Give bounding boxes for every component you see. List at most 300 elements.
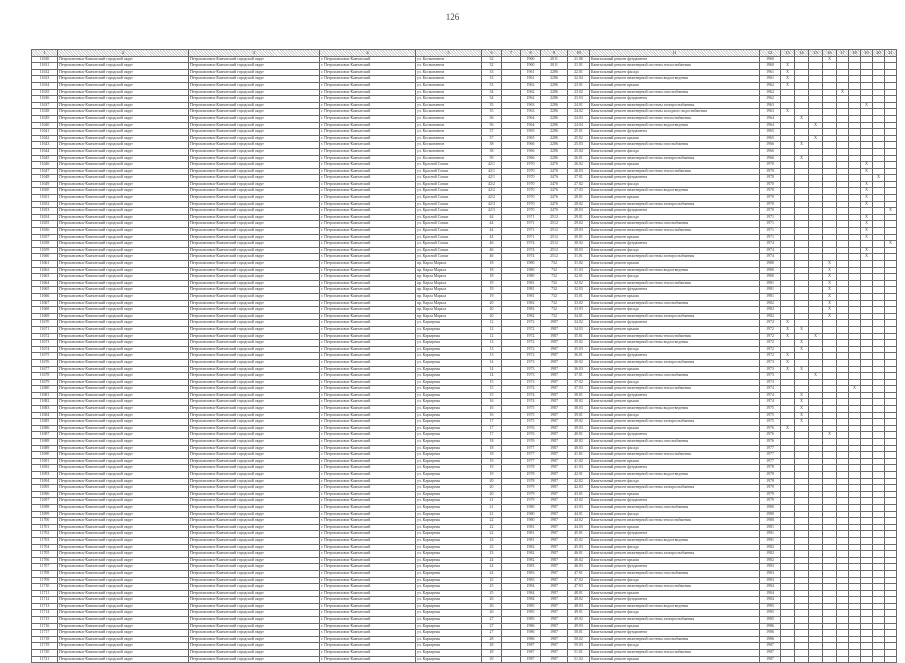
table-cell: 48.02 bbox=[568, 597, 590, 604]
table-cell bbox=[885, 524, 897, 531]
table-cell bbox=[795, 577, 809, 584]
table-cell bbox=[809, 228, 823, 235]
table-cell bbox=[795, 63, 809, 70]
table-cell bbox=[795, 168, 809, 175]
table-cell bbox=[795, 518, 809, 525]
table-cell bbox=[781, 386, 795, 393]
table-row bbox=[32, 353, 897, 360]
table-row bbox=[32, 188, 897, 195]
table-cell: 2286 bbox=[541, 122, 568, 129]
table-cell: 1987 bbox=[541, 511, 568, 518]
table-cell: 20 bbox=[482, 307, 502, 314]
table-cell bbox=[885, 175, 897, 182]
table-row bbox=[32, 630, 897, 637]
table-cell: Петропавловск-Камчатский городской округ bbox=[189, 208, 320, 215]
table-cell bbox=[849, 135, 861, 142]
table-cell: Петропавловск-Камчатский городской округ bbox=[58, 313, 189, 320]
table-cell: пр. Карла Маркса bbox=[416, 300, 482, 307]
table-cell bbox=[795, 109, 809, 116]
table-cell bbox=[823, 228, 837, 235]
table-cell: 34.03 bbox=[568, 326, 590, 333]
table-cell bbox=[837, 617, 849, 624]
table-cell: 23 bbox=[482, 537, 502, 544]
table-cell bbox=[781, 577, 795, 584]
table-cell: Петропавловск-Камчатский городской округ bbox=[189, 56, 320, 63]
table-cell: 11632 bbox=[32, 69, 58, 76]
table-cell: 1970 bbox=[760, 181, 781, 188]
table-cell bbox=[809, 366, 823, 373]
table-cell: 11656 bbox=[32, 228, 58, 235]
table-cell bbox=[861, 452, 873, 459]
table-cell: 22 bbox=[482, 518, 502, 525]
table-cell: 11645 bbox=[32, 155, 58, 162]
table-cell: г. Петропавловск-Камчатский bbox=[320, 247, 416, 254]
table-cell bbox=[502, 465, 521, 472]
table-cell: Петропавловск-Камчатский городской округ bbox=[58, 373, 189, 380]
table-cell bbox=[823, 234, 837, 241]
table-cell: Капитальный ремонт фасада bbox=[590, 544, 760, 551]
table-cell bbox=[823, 326, 837, 333]
table-cell bbox=[809, 412, 823, 419]
table-cell: 1987 bbox=[541, 656, 568, 663]
table-cell bbox=[849, 432, 861, 439]
table-cell: 11650 bbox=[32, 188, 58, 195]
table-cell: X bbox=[823, 307, 837, 314]
table-cell bbox=[823, 537, 837, 544]
table-cell bbox=[873, 280, 885, 287]
table-cell bbox=[781, 129, 795, 136]
table-cell bbox=[885, 597, 897, 604]
table-cell: 2286 bbox=[541, 129, 568, 136]
table-cell: ул. Красной Сопки bbox=[416, 168, 482, 175]
table-row bbox=[32, 564, 897, 571]
table-cell: 1966 bbox=[521, 155, 541, 162]
table-cell bbox=[873, 181, 885, 188]
table-cell: ул. Карьерная bbox=[416, 577, 482, 584]
table-cell: Петропавловск-Камчатский городской округ bbox=[189, 603, 320, 610]
table-cell bbox=[823, 452, 837, 459]
table-cell: ул. Красной Сопки bbox=[416, 188, 482, 195]
table-cell: 1982 bbox=[760, 557, 781, 564]
table-row bbox=[32, 82, 897, 89]
table-cell bbox=[781, 293, 795, 300]
table-row bbox=[32, 531, 897, 538]
table-cell: 1987 bbox=[541, 392, 568, 399]
table-cell bbox=[849, 63, 861, 70]
table-cell bbox=[885, 300, 897, 307]
table-cell: 11694 bbox=[32, 478, 58, 485]
table-cell: Петропавловск-Камчатский городской округ bbox=[189, 445, 320, 452]
table-cell bbox=[861, 175, 873, 182]
table-cell bbox=[837, 267, 849, 274]
column-header: 13 bbox=[781, 50, 795, 57]
table-cell: X bbox=[823, 300, 837, 307]
table-cell bbox=[861, 142, 873, 149]
table-cell bbox=[849, 491, 861, 498]
table-cell bbox=[837, 564, 849, 571]
table-cell bbox=[781, 261, 795, 268]
table-cell bbox=[849, 115, 861, 122]
table-cell bbox=[849, 656, 861, 663]
table-cell: 1972 bbox=[521, 346, 541, 353]
table-cell: Капитальный ремонт фундамента bbox=[590, 287, 760, 294]
table-cell: 1972 bbox=[760, 340, 781, 347]
table-cell bbox=[861, 399, 873, 406]
table-cell bbox=[837, 307, 849, 314]
table-cell: 1985 bbox=[521, 610, 541, 617]
table-cell: X bbox=[861, 234, 873, 241]
table-cell: X bbox=[781, 69, 795, 76]
table-cell: X bbox=[823, 280, 837, 287]
table-cell bbox=[502, 214, 521, 221]
table-cell bbox=[861, 287, 873, 294]
table-cell bbox=[861, 129, 873, 136]
table-cell: 11695 bbox=[32, 485, 58, 492]
table-cell: 24 bbox=[482, 570, 502, 577]
table-cell bbox=[837, 524, 849, 531]
table-cell: 17 bbox=[482, 419, 502, 426]
table-cell: г. Петропавловск-Камчатский bbox=[320, 326, 416, 333]
table-cell bbox=[781, 590, 795, 597]
table-cell: Капитальный ремонт инженерной системы водоотведения bbox=[590, 122, 760, 129]
table-cell: 28 bbox=[482, 643, 502, 650]
table-cell: 1987 bbox=[541, 465, 568, 472]
table-cell: 11636 bbox=[32, 96, 58, 103]
table-cell: Петропавловск-Камчатский городской округ bbox=[189, 511, 320, 518]
table-cell bbox=[861, 155, 873, 162]
table-cell bbox=[823, 425, 837, 432]
table-cell bbox=[809, 293, 823, 300]
table-cell bbox=[809, 544, 823, 551]
table-cell: Капитальный ремонт инженерной системы электроснабжения bbox=[590, 419, 760, 426]
table-cell bbox=[873, 241, 885, 248]
table-cell: Петропавловск-Камчатский городской округ bbox=[58, 610, 189, 617]
table-cell: Капитальный ремонт крыши bbox=[590, 425, 760, 432]
table-row bbox=[32, 373, 897, 380]
table-row bbox=[32, 195, 897, 202]
table-cell: X bbox=[781, 326, 795, 333]
table-cell: 1965 bbox=[760, 135, 781, 142]
table-cell: г. Петропавловск-Камчатский bbox=[320, 96, 416, 103]
table-cell: 32.01 bbox=[568, 274, 590, 281]
table-cell: 11691 bbox=[32, 458, 58, 465]
table-cell: 1970 bbox=[521, 201, 541, 208]
table-cell bbox=[823, 419, 837, 426]
table-cell: 2476 bbox=[541, 181, 568, 188]
table-cell: ул. Красной Сопки bbox=[416, 241, 482, 248]
table-cell bbox=[823, 511, 837, 518]
table-cell bbox=[873, 485, 885, 492]
table-cell bbox=[861, 63, 873, 70]
table-cell bbox=[885, 392, 897, 399]
table-cell: 11699 bbox=[32, 511, 58, 518]
table-cell: 38 bbox=[482, 142, 502, 149]
table-cell: 1975 bbox=[521, 419, 541, 426]
table-cell: Петропавловск-Камчатский городской округ bbox=[58, 425, 189, 432]
table-cell: 30.02 bbox=[568, 241, 590, 248]
table-cell: 2286 bbox=[541, 142, 568, 149]
table-cell bbox=[809, 392, 823, 399]
table-cell bbox=[849, 280, 861, 287]
table-row bbox=[32, 485, 897, 492]
table-row bbox=[32, 524, 897, 531]
table-cell: X bbox=[861, 228, 873, 235]
table-cell bbox=[502, 181, 521, 188]
table-cell bbox=[837, 465, 849, 472]
table-row bbox=[32, 241, 897, 248]
table-cell bbox=[849, 518, 861, 525]
table-cell bbox=[809, 458, 823, 465]
table-cell: Петропавловск-Камчатский городской округ bbox=[189, 102, 320, 109]
table-cell: Петропавловск-Камчатский городской округ bbox=[58, 195, 189, 202]
table-cell: 1974 bbox=[760, 254, 781, 261]
table-row bbox=[32, 63, 897, 70]
table-cell bbox=[837, 221, 849, 228]
table-cell bbox=[795, 557, 809, 564]
table-cell bbox=[873, 452, 885, 459]
table-cell: X bbox=[861, 221, 873, 228]
table-cell: ул. Карьерная bbox=[416, 584, 482, 591]
table-cell: Петропавловск-Камчатский городской округ bbox=[189, 307, 320, 314]
table-cell bbox=[795, 274, 809, 281]
table-cell: Капитальный ремонт фасада bbox=[590, 478, 760, 485]
table-cell bbox=[823, 148, 837, 155]
table-cell: ул. Красной Сопки bbox=[416, 201, 482, 208]
table-cell: ул. Космонавтов bbox=[416, 129, 482, 136]
table-cell: 11667 bbox=[32, 300, 58, 307]
table-cell bbox=[873, 129, 885, 136]
table-cell: 11660 bbox=[32, 254, 58, 261]
table-cell bbox=[849, 551, 861, 558]
table-cell: 11689 bbox=[32, 445, 58, 452]
table-cell bbox=[873, 313, 885, 320]
table-cell: Петропавловск-Камчатский городской округ bbox=[58, 267, 189, 274]
table-cell bbox=[873, 261, 885, 268]
table-cell: 1982 bbox=[521, 557, 541, 564]
table-cell: 24.03 bbox=[568, 115, 590, 122]
table-cell bbox=[885, 511, 897, 518]
table-cell bbox=[849, 333, 861, 340]
table-cell: 11642 bbox=[32, 135, 58, 142]
table-cell: Капитальный ремонт инженерной системы электроснабжения bbox=[590, 359, 760, 366]
table-cell: X bbox=[861, 188, 873, 195]
table-cell bbox=[823, 570, 837, 577]
table-cell bbox=[502, 188, 521, 195]
table-cell: Капитальный ремонт инженерной системы электроснабжения bbox=[590, 313, 760, 320]
table-cell bbox=[809, 109, 823, 116]
table-cell bbox=[795, 386, 809, 393]
table-cell bbox=[781, 247, 795, 254]
table-row bbox=[32, 465, 897, 472]
table-cell bbox=[861, 379, 873, 386]
table-cell: 21 bbox=[482, 498, 502, 505]
table-cell bbox=[837, 373, 849, 380]
table-cell bbox=[823, 406, 837, 413]
table-cell bbox=[502, 293, 521, 300]
table-cell: 40.03 bbox=[568, 445, 590, 452]
table-cell bbox=[795, 504, 809, 511]
table-cell bbox=[837, 168, 849, 175]
table-cell bbox=[885, 115, 897, 122]
table-row bbox=[32, 333, 897, 340]
table-cell: 39 bbox=[482, 155, 502, 162]
table-row bbox=[32, 359, 897, 366]
table-cell bbox=[873, 518, 885, 525]
table-cell: 1987 bbox=[541, 386, 568, 393]
table-cell bbox=[795, 76, 809, 83]
table-cell bbox=[823, 630, 837, 637]
table-cell: Капитальный ремонт фасада bbox=[590, 445, 760, 452]
table-cell bbox=[809, 617, 823, 624]
table-cell: Капитальный ремонт инженерной системы электроснабжения bbox=[590, 102, 760, 109]
table-cell: X bbox=[781, 109, 795, 116]
table-cell: 18 bbox=[482, 267, 502, 274]
table-cell bbox=[885, 168, 897, 175]
table-cell bbox=[849, 293, 861, 300]
table-cell bbox=[781, 201, 795, 208]
table-cell bbox=[809, 564, 823, 571]
table-cell bbox=[809, 300, 823, 307]
table-cell: 11668 bbox=[32, 307, 58, 314]
table-cell: 1962 bbox=[521, 82, 541, 89]
table-cell bbox=[795, 148, 809, 155]
table-cell bbox=[823, 122, 837, 129]
table-cell bbox=[885, 247, 897, 254]
table-cell: 11706 bbox=[32, 557, 58, 564]
table-cell: 45.02 bbox=[568, 537, 590, 544]
table-cell bbox=[781, 623, 795, 630]
table-cell: Петропавловск-Камчатский городской округ bbox=[189, 326, 320, 333]
table-cell: ул. Карьерная bbox=[416, 478, 482, 485]
table-cell: Петропавловск-Камчатский городской округ bbox=[58, 491, 189, 498]
table-cell: ул. Карьерная bbox=[416, 630, 482, 637]
table-cell: Капитальный ремонт крыши bbox=[590, 195, 760, 202]
table-cell bbox=[823, 340, 837, 347]
table-cell bbox=[502, 577, 521, 584]
table-cell: 1980 bbox=[521, 267, 541, 274]
table-cell bbox=[502, 254, 521, 261]
table-cell: 2512 bbox=[541, 241, 568, 248]
table-cell bbox=[837, 610, 849, 617]
table-cell bbox=[823, 175, 837, 182]
table-cell bbox=[849, 359, 861, 366]
table-cell bbox=[837, 452, 849, 459]
table-cell bbox=[502, 76, 521, 83]
table-cell: 1987 bbox=[541, 366, 568, 373]
table-cell: 1987 bbox=[541, 498, 568, 505]
table-cell: Капитальный ремонт инженерной системы газоснабжения bbox=[590, 221, 760, 228]
table-cell: 1987 bbox=[541, 320, 568, 327]
table-cell: 1987 bbox=[541, 452, 568, 459]
table-cell: 2286 bbox=[541, 82, 568, 89]
table-cell: 1981 bbox=[521, 287, 541, 294]
table-cell bbox=[809, 465, 823, 472]
table-cell: 11658 bbox=[32, 241, 58, 248]
table-cell bbox=[502, 326, 521, 333]
table-cell: г. Петропавловск-Камчатский bbox=[320, 564, 416, 571]
table-cell: X bbox=[795, 142, 809, 149]
table-cell bbox=[885, 425, 897, 432]
table-cell: ул. Красной Сопки bbox=[416, 228, 482, 235]
table-cell: 1981 bbox=[760, 293, 781, 300]
table-cell: г. Петропавловск-Камчатский bbox=[320, 472, 416, 479]
table-cell: 1981 bbox=[760, 280, 781, 287]
table-row bbox=[32, 379, 897, 386]
table-cell bbox=[885, 458, 897, 465]
table-cell bbox=[781, 399, 795, 406]
table-cell: Петропавловск-Камчатский городской округ bbox=[58, 478, 189, 485]
table-cell: 45.03 bbox=[568, 544, 590, 551]
table-cell: Капитальный ремонт инженерной системы теплоснабжения bbox=[590, 63, 760, 70]
table-cell bbox=[837, 643, 849, 650]
table-cell bbox=[795, 293, 809, 300]
table-cell bbox=[795, 531, 809, 538]
table-cell: 33 bbox=[482, 76, 502, 83]
table-cell bbox=[823, 610, 837, 617]
table-cell bbox=[823, 656, 837, 663]
table-cell: X bbox=[885, 241, 897, 248]
table-cell bbox=[873, 584, 885, 591]
table-cell bbox=[885, 142, 897, 149]
table-row bbox=[32, 650, 897, 657]
table-cell bbox=[837, 623, 849, 630]
table-cell: Капитальный ремонт инженерной системы холодного водоснабжения bbox=[590, 109, 760, 116]
table-cell bbox=[837, 234, 849, 241]
table-cell: Петропавловск-Камчатский городской округ bbox=[58, 353, 189, 360]
table-cell: Петропавловск-Камчатский городской округ bbox=[58, 584, 189, 591]
table-row bbox=[32, 656, 897, 663]
table-cell: 1987 bbox=[541, 326, 568, 333]
table-cell bbox=[795, 472, 809, 479]
table-cell: Капитальный ремонт крыши bbox=[590, 162, 760, 169]
table-cell: 18 bbox=[482, 274, 502, 281]
table-row bbox=[32, 313, 897, 320]
table-cell: Капитальный ремонт инженерной системы теплоснабжения bbox=[590, 452, 760, 459]
table-cell bbox=[885, 610, 897, 617]
table-cell: Петропавловск-Камчатский городской округ bbox=[58, 504, 189, 511]
table-cell bbox=[861, 643, 873, 650]
table-cell bbox=[795, 623, 809, 630]
table-cell: Петропавловск-Камчатский городской округ bbox=[189, 69, 320, 76]
table-cell: 1971 bbox=[760, 234, 781, 241]
table-cell: Петропавловск-Камчатский городской округ bbox=[189, 82, 320, 89]
table-cell bbox=[873, 201, 885, 208]
table-cell bbox=[849, 247, 861, 254]
table-cell bbox=[795, 333, 809, 340]
table-cell: 1962 bbox=[760, 96, 781, 103]
table-cell: ул. Карьерная bbox=[416, 425, 482, 432]
table-cell: Петропавловск-Камчатский городской округ bbox=[58, 643, 189, 650]
table-cell bbox=[885, 109, 897, 116]
table-cell bbox=[809, 320, 823, 327]
table-row bbox=[32, 135, 897, 142]
table-cell: 1987 bbox=[760, 650, 781, 657]
table-cell: 26 bbox=[482, 597, 502, 604]
table-cell: Петропавловск-Камчатский городской округ bbox=[189, 168, 320, 175]
table-cell bbox=[861, 524, 873, 531]
table-cell: Капитальный ремонт инженерной системы теплоснабжения bbox=[590, 584, 760, 591]
table-cell: Капитальный ремонт инженерной системы газоснабжения bbox=[590, 142, 760, 149]
table-cell bbox=[502, 96, 521, 103]
table-cell: Петропавловск-Камчатский городской округ bbox=[189, 366, 320, 373]
table-cell bbox=[885, 155, 897, 162]
table-cell bbox=[795, 56, 809, 63]
table-cell: 1974 bbox=[760, 247, 781, 254]
table-cell: 25.04 bbox=[568, 148, 590, 155]
table-cell: г. Петропавловск-Камчатский bbox=[320, 597, 416, 604]
table-cell: 1987 bbox=[541, 623, 568, 630]
table-cell bbox=[809, 623, 823, 630]
